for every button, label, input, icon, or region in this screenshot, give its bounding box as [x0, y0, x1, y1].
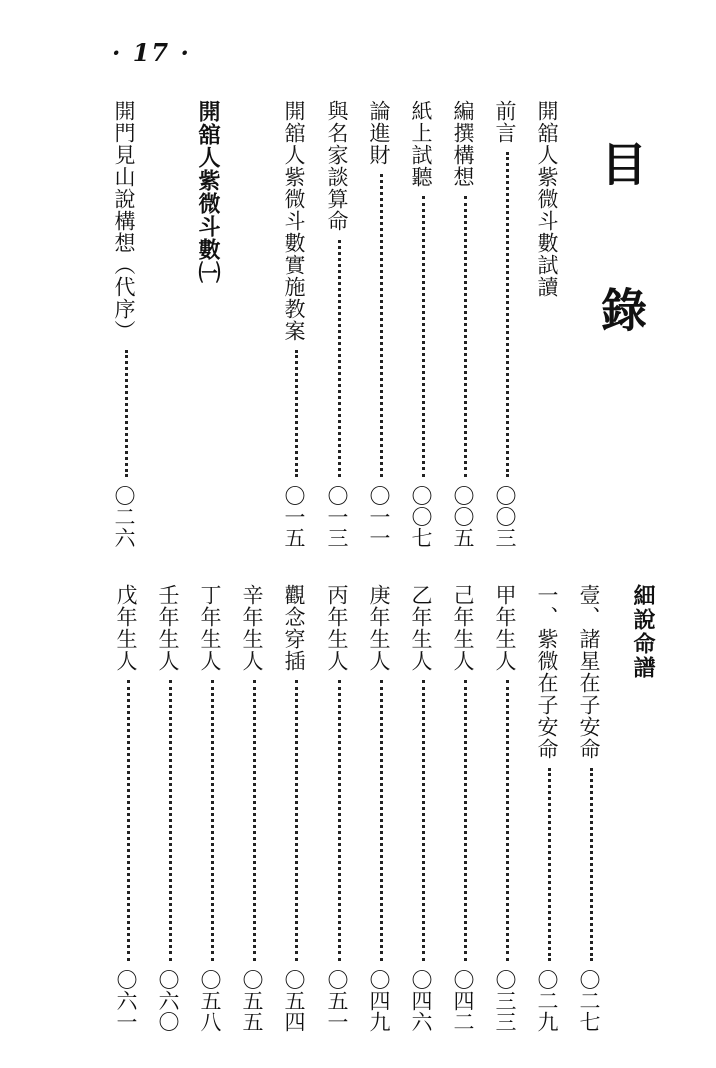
toc-entry-page-number: 〇三三 [493, 969, 517, 1032]
toc-entry[interactable] [410, 100, 436, 548]
toc-entry[interactable] [410, 584, 436, 1032]
toc-entry-title: 開舘人紫微斗數㈠ [195, 100, 221, 284]
toc-entry-title: 丁年生人 [198, 584, 222, 672]
toc-entry-page-number: 〇二七 [577, 969, 601, 1032]
toc-entry[interactable] [452, 100, 478, 548]
toc-entry-title: 論進財 [367, 100, 391, 166]
toc-entry[interactable] [368, 584, 394, 1032]
dot-leader [380, 680, 383, 961]
dot-leader [422, 680, 425, 961]
dot-leader [464, 680, 467, 961]
dot-leader [125, 350, 128, 477]
dot-leader [127, 680, 130, 961]
toc-entry[interactable] [241, 584, 267, 1032]
toc-entry-title: 與名家談算命 [325, 100, 349, 232]
toc-entry-title: 一、紫微在子安命 [535, 584, 559, 760]
toc-entry-title: 開舘人紫微斗數試讀 [535, 100, 559, 298]
page-number: · 17 · [112, 38, 191, 67]
toc-entry-title: 甲年生人 [493, 584, 517, 672]
toc-entry-title: 戊年生人 [114, 584, 138, 672]
toc-entry-title: 編撰構想 [451, 100, 475, 188]
dot-leader [338, 240, 341, 477]
dot-leader [548, 768, 551, 961]
toc-entry-title: 丙年生人 [325, 584, 349, 672]
toc-entry-title: 紙上試聽 [409, 100, 433, 188]
toc-entry-page-number: 〇〇七 [409, 485, 433, 548]
toc-entry[interactable] [197, 100, 223, 548]
toc-entry-page-number: 〇二九 [535, 969, 559, 1032]
dot-leader [295, 350, 298, 477]
toc-entry[interactable] [536, 100, 562, 548]
toc-entry-page-number: 〇五八 [198, 969, 222, 1032]
dot-leader [590, 768, 593, 961]
toc-entry-title: 前言 [493, 100, 517, 144]
toc-entry-page-number: 〇一三 [325, 485, 349, 548]
toc-entry-page-number: 〇一五 [282, 485, 306, 548]
toc-entry[interactable] [115, 584, 141, 1032]
toc-entry-page-number: 〇〇三 [493, 485, 517, 548]
toc-entry-page-number: 〇二六 [112, 485, 136, 548]
toc-entry-title: 開門見山說構想（代序） [112, 100, 136, 342]
dot-leader [464, 196, 467, 477]
toc-entry-title: 壹、諸星在子安命 [577, 584, 601, 760]
page-title: 目錄 [594, 140, 648, 432]
toc-entry[interactable] [494, 584, 520, 1032]
toc-entry[interactable] [113, 100, 139, 548]
dot-leader [380, 174, 383, 477]
toc-entry-page-number: 〇四六 [409, 969, 433, 1032]
toc-entry[interactable] [368, 100, 394, 548]
toc-entry-page-number: 〇五一 [325, 969, 349, 1032]
toc-entry[interactable] [452, 584, 478, 1032]
section-heading: 細說命譜 [630, 584, 656, 680]
toc-entry-page-number: 〇〇五 [451, 485, 475, 548]
dot-leader [295, 680, 298, 961]
dot-leader [506, 680, 509, 961]
toc-entry[interactable] [199, 584, 225, 1032]
toc-entry-page-number: 〇六〇 [156, 969, 180, 1032]
toc-entry-title: 開舘人紫微斗數實施教案 [282, 100, 306, 342]
dot-leader [506, 152, 509, 477]
toc-entry[interactable] [578, 584, 604, 1032]
toc-entry-title: 乙年生人 [409, 584, 433, 672]
toc-entry-page-number: 〇四九 [367, 969, 391, 1032]
toc-entry-title: 辛年生人 [240, 584, 264, 672]
toc-entry-page-number: 〇五五 [240, 969, 264, 1032]
toc-entry-page-number: 〇一一 [367, 485, 391, 548]
dot-leader [169, 680, 172, 961]
toc-entry[interactable] [283, 100, 309, 548]
dot-leader [253, 680, 256, 961]
toc-entry[interactable] [157, 584, 183, 1032]
toc-entry-page-number: 〇四二 [451, 969, 475, 1032]
toc-entry-title: 己年生人 [451, 584, 475, 672]
toc-entry[interactable] [494, 100, 520, 548]
toc-entry-page-number: 〇六一 [114, 969, 138, 1032]
toc-entry[interactable] [326, 584, 352, 1032]
dot-leader [422, 196, 425, 477]
toc-entry[interactable] [326, 100, 352, 548]
dot-leader [338, 680, 341, 961]
toc-entry-title: 壬年生人 [156, 584, 180, 672]
dot-leader [211, 680, 214, 961]
toc-entry-title: 庚年生人 [367, 584, 391, 672]
toc-entry-page-number: 〇五四 [282, 969, 306, 1032]
toc-entry-title: 觀念穿插 [282, 584, 306, 672]
toc-entry[interactable] [283, 584, 309, 1032]
toc-entry[interactable] [536, 584, 562, 1032]
